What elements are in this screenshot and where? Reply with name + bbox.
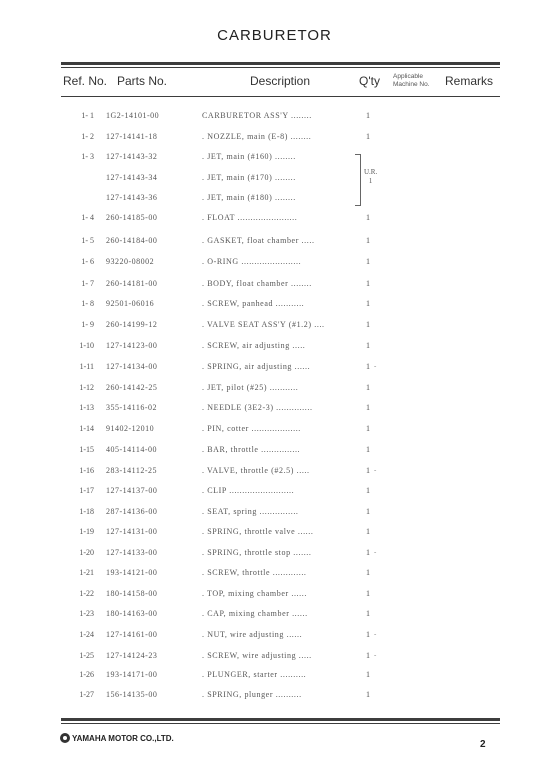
table-row [0, 589, 549, 609]
description-cell: . SCREW, air adjusting ..... [202, 341, 306, 350]
part-no-cell: 260-14181-00 [106, 279, 158, 288]
table-row [0, 507, 549, 527]
ref-no-header: Ref. No. [63, 74, 108, 88]
table-row [0, 341, 549, 361]
jet-group-note [364, 168, 377, 186]
ref-no-cell: 1-27 [79, 690, 94, 699]
ref-no-cell: 1-14 [79, 424, 94, 433]
part-no-cell: 193-14171-00 [106, 670, 158, 679]
qty-cell: 1 [366, 111, 370, 120]
qty-cell: 1 [366, 568, 370, 577]
description-cell: . FLOAT ....................... [202, 213, 298, 222]
description-cell: . JET, main (#170) ........ [202, 173, 296, 182]
table-row [0, 548, 549, 568]
table-row [0, 362, 549, 382]
applicable-header-line1: Applicable [393, 73, 423, 80]
table-row [0, 132, 549, 152]
parts-no-header: Parts No. [117, 74, 168, 88]
part-no-cell: 260-14199-12 [106, 320, 158, 329]
qty-cell: 1 [366, 424, 370, 433]
qty-cell: 1 [366, 466, 370, 475]
qty-cell: 1 [366, 320, 370, 329]
qty-cell: 1 [366, 383, 370, 392]
yamaha-logo-icon [60, 733, 70, 743]
qty-cell: 1 [366, 630, 370, 639]
ref-no-cell: 1- 1 [81, 111, 94, 120]
description-cell: . BAR, throttle ............... [202, 445, 301, 454]
part-no-cell: 127-14143-36 [106, 193, 158, 202]
ref-no-cell: 1-17 [79, 486, 94, 495]
remarks-cell: - [374, 630, 377, 638]
page-number: 2 [480, 739, 486, 750]
qty-cell: 1 [366, 548, 370, 557]
qty-cell: 1 [366, 132, 370, 141]
table-row [0, 152, 549, 172]
part-no-cell: 287-14136-00 [106, 507, 158, 516]
qty-cell: 1 [366, 670, 370, 679]
description-header: Description [250, 74, 311, 88]
ref-no-cell: 1- 8 [81, 299, 94, 308]
description-cell: . CAP, mixing chamber ...... [202, 609, 308, 618]
ref-no-cell: 1-16 [79, 466, 94, 475]
description-cell: . SCREW, wire adjusting ..... [202, 651, 312, 660]
qty-cell: 1 [366, 213, 370, 222]
ref-no-cell: 1-13 [79, 403, 94, 412]
description-cell: . NOZZLE, main (E-8) ........ [202, 132, 312, 141]
description-cell: . SPRING, air adjusting ...... [202, 362, 311, 371]
table-row [0, 609, 549, 629]
header-top-rule [61, 62, 500, 65]
qty-cell: 1 [366, 279, 370, 288]
qty-cell: 1 [366, 589, 370, 598]
qty-cell: 1 [366, 690, 370, 699]
jet-group-note-line1: U.R. [364, 168, 378, 176]
description-cell: . JET, pilot (#25) ........... [202, 383, 299, 392]
part-no-cell: 127-14141-18 [106, 132, 158, 141]
remarks-cell: - [374, 651, 377, 659]
qty-cell: 1 [366, 403, 370, 412]
description-cell: . PLUNGER, starter .......... [202, 670, 307, 679]
part-no-cell: 260-14142-25 [106, 383, 158, 392]
part-no-cell: 127-14133-00 [106, 548, 158, 557]
table-row [0, 236, 549, 256]
description-cell: . SPRING, plunger .......... [202, 690, 302, 699]
table-row [0, 466, 549, 486]
jet-group-brace [355, 154, 361, 206]
company-name: YAMAHA MOTOR CO.,LTD. [72, 734, 174, 743]
applicable-header-line2: Machine No. [393, 81, 430, 88]
description-cell: . JET, main (#160) ........ [202, 152, 296, 161]
ref-no-cell: 1-10 [79, 341, 94, 350]
part-no-cell: 260-14184-00 [106, 236, 158, 245]
qty-cell: 1 [366, 651, 370, 660]
header-bottom-rule [61, 96, 500, 97]
footer-rule [61, 718, 500, 721]
page-title: CARBURETOR [217, 27, 332, 44]
qty-cell: 1 [366, 527, 370, 536]
description-cell: . SEAT, spring ............... [202, 507, 299, 516]
description-cell: . CLIP ......................... [202, 486, 295, 495]
qty-cell: 1 [366, 486, 370, 495]
part-no-cell: 260-14185-00 [106, 213, 158, 222]
ref-no-cell: 1-18 [79, 507, 94, 516]
remarks-cell: - [374, 466, 377, 474]
ref-no-cell: 1-15 [79, 445, 94, 454]
part-no-cell: 405-14114-00 [106, 445, 158, 454]
table-row [0, 279, 549, 299]
jet-group-note-line2: 1 [368, 177, 373, 185]
description-cell: . SCREW, throttle ............. [202, 568, 307, 577]
ref-no-cell: 1- 9 [81, 320, 94, 329]
part-no-cell: 127-14143-34 [106, 173, 158, 182]
ref-no-cell: 1- 7 [81, 279, 94, 288]
ref-no-cell: 1- 5 [81, 236, 94, 245]
footer-rule-thin [61, 723, 500, 724]
table-row [0, 320, 549, 340]
qty-cell: 1 [366, 609, 370, 618]
part-no-cell: 127-14134-00 [106, 362, 158, 371]
company-footer [60, 733, 174, 743]
description-cell: . BODY, float chamber ........ [202, 279, 312, 288]
description-cell: . VALVE, throttle (#2.5) ..... [202, 466, 310, 475]
ref-no-cell: 1-20 [79, 548, 94, 557]
description-cell: . NEEDLE (3E2-3) .............. [202, 403, 313, 412]
part-no-cell: 127-14161-00 [106, 630, 158, 639]
ref-no-cell: 1-19 [79, 527, 94, 536]
description-cell: . GASKET, float chamber ..... [202, 236, 315, 245]
qty-cell: 1 [366, 236, 370, 245]
description-cell: . SCREW, panhead ........... [202, 299, 305, 308]
part-no-cell: 91402-12010 [106, 424, 155, 433]
table-row [0, 383, 549, 403]
table-row [0, 670, 549, 690]
description-cell: . SPRING, throttle stop ....... [202, 548, 312, 557]
qty-cell: 1 [366, 341, 370, 350]
description-cell: . O-RING ....................... [202, 257, 302, 266]
ref-no-cell: 1-22 [79, 589, 94, 598]
qty-header: Q'ty [359, 74, 380, 88]
description-cell: . SPRING, throttle valve ...... [202, 527, 314, 536]
ref-no-cell: 1- 6 [81, 257, 94, 266]
ref-no-cell: 1-12 [79, 383, 94, 392]
ref-no-cell: 1- 4 [81, 213, 94, 222]
ref-no-cell: 1-23 [79, 609, 94, 618]
header-top-rule-thin [61, 67, 500, 68]
table-row [0, 527, 549, 547]
table-row [0, 403, 549, 423]
ref-no-cell: 1-25 [79, 651, 94, 660]
part-no-cell: 127-14137-00 [106, 486, 158, 495]
part-no-cell: 180-14158-00 [106, 589, 158, 598]
table-row [0, 424, 549, 444]
table-row [0, 257, 549, 277]
ref-no-cell: 1-11 [79, 362, 94, 371]
table-row [0, 630, 549, 650]
remarks-cell: - [374, 362, 377, 370]
part-no-cell: 283-14112-25 [106, 466, 158, 475]
table-row [0, 213, 549, 233]
description-cell: CARBURETOR ASS'Y ........ [202, 111, 312, 120]
description-cell: . TOP, mixing chamber ...... [202, 589, 307, 598]
table-row [0, 651, 549, 671]
table-row [0, 299, 549, 319]
table-row [0, 568, 549, 588]
table-row [0, 445, 549, 465]
part-no-cell: 92501-06016 [106, 299, 155, 308]
description-cell: . PIN, cotter ................... [202, 424, 301, 433]
part-no-cell: 127-14143-32 [106, 152, 158, 161]
part-no-cell: 180-14163-00 [106, 609, 158, 618]
table-row [0, 111, 549, 131]
remarks-header: Remarks [445, 74, 494, 88]
ref-no-cell: 1-21 [79, 568, 94, 577]
qty-cell: 1 [366, 507, 370, 516]
qty-cell: 1 [366, 257, 370, 266]
table-row [0, 486, 549, 506]
part-no-cell: 93220-08002 [106, 257, 155, 266]
part-no-cell: 127-14124-23 [106, 651, 158, 660]
table-row [0, 173, 549, 193]
qty-cell: 1 [366, 299, 370, 308]
description-cell: . VALVE SEAT ASS'Y (#1.2) .... [202, 320, 325, 329]
part-no-cell: 127-14123-00 [106, 341, 158, 350]
ref-no-cell: 1-26 [79, 670, 94, 679]
remarks-cell: - [374, 548, 377, 556]
description-cell: . JET, main (#180) ........ [202, 193, 296, 202]
ref-no-cell: 1- 3 [81, 152, 94, 161]
ref-no-cell: 1-24 [79, 630, 94, 639]
ref-no-cell: 1- 2 [81, 132, 94, 141]
table-row [0, 193, 549, 213]
part-no-cell: 1G2-14101-00 [106, 111, 160, 120]
description-cell: . NUT, wire adjusting ...... [202, 630, 303, 639]
qty-cell: 1 [366, 362, 370, 371]
part-no-cell: 156-14135-00 [106, 690, 158, 699]
part-no-cell: 193-14121-00 [106, 568, 158, 577]
qty-cell: 1 [366, 445, 370, 454]
part-no-cell: 127-14131-00 [106, 527, 158, 536]
table-row [0, 690, 549, 710]
part-no-cell: 355-14116-02 [106, 403, 158, 412]
